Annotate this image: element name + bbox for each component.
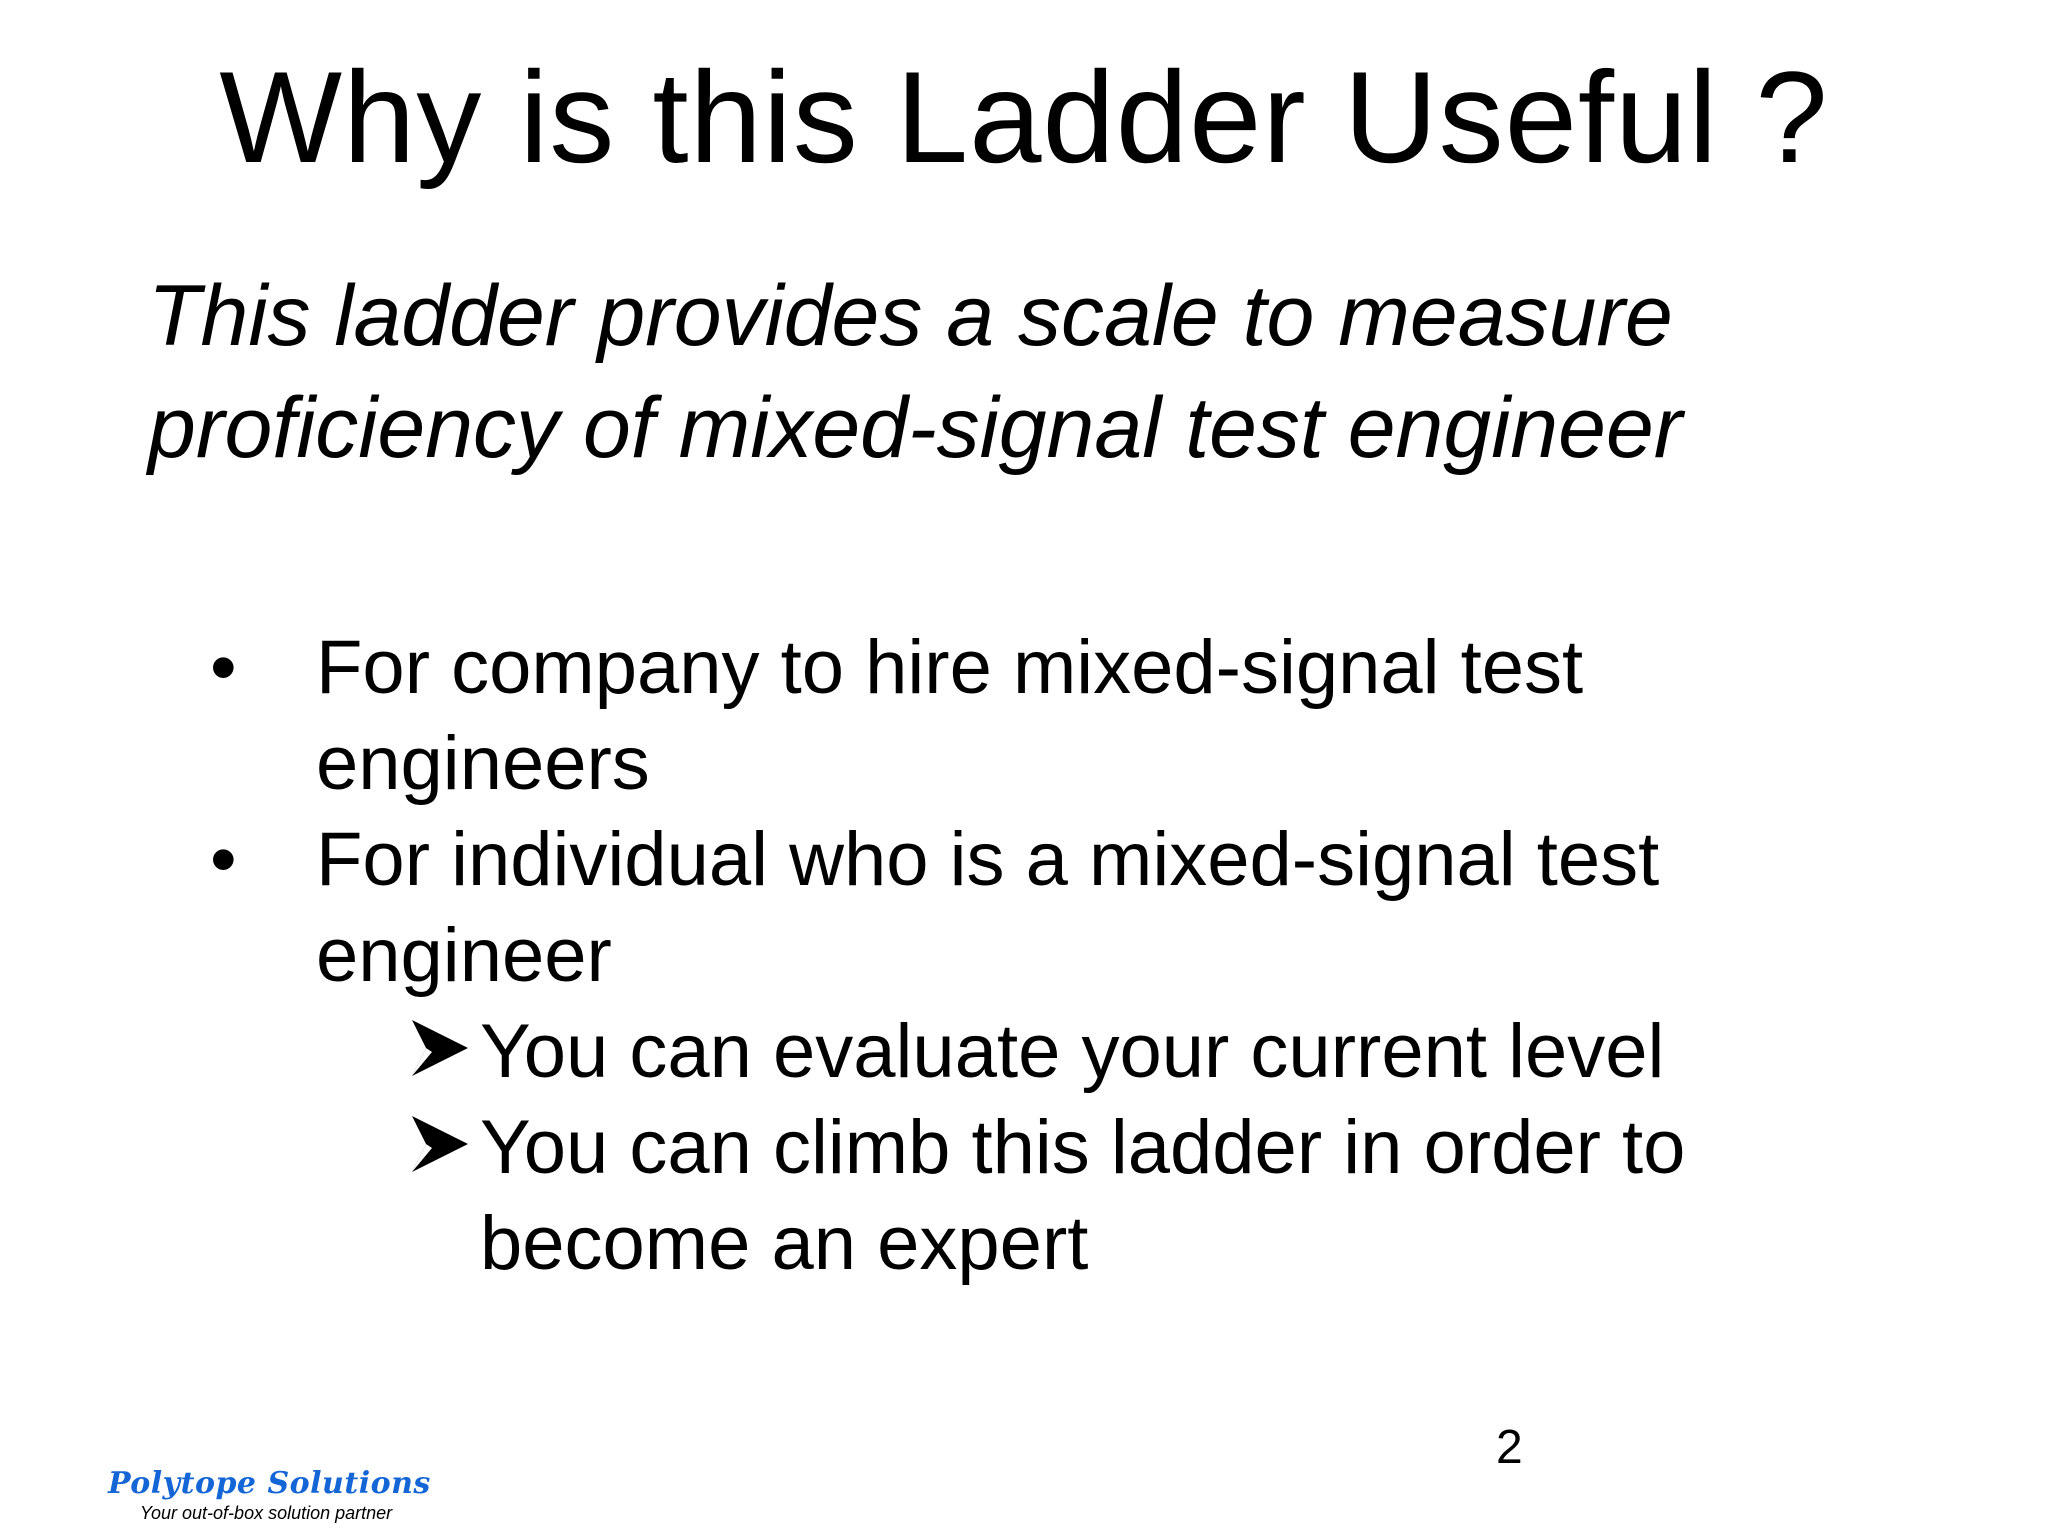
company-logo: [108, 1466, 431, 1532]
logo-tagline: Your out-of-box solution partner: [140, 1503, 393, 1523]
logo-name: Polytope Solutions: [108, 1466, 431, 1501]
page-number: 2: [1496, 1421, 1523, 1474]
bullet-text: [316, 620, 1776, 812]
subtitle-line: This ladder provides a scale to measure: [148, 268, 1673, 364]
sub-bullet-line: become an expert: [480, 1201, 1089, 1286]
subtitle-line: proficiency of mixed-signal test engineer: [148, 380, 1683, 476]
sub-bullet-line: You can climb this ladder in order to: [480, 1105, 1686, 1190]
sub-bullet-text: [480, 1004, 1880, 1100]
slide-title: Why is this Ladder Useful ?: [219, 44, 1829, 190]
bullet-dot-icon: •: [210, 817, 237, 902]
bullet-dot-icon: •: [210, 625, 237, 710]
bullet-line: engineers: [316, 721, 650, 806]
arrowhead-icon: [408, 1112, 472, 1176]
bullet-line: For individual who is a mixed-signal test: [316, 817, 1660, 902]
sub-bullet-line: You can evaluate your current level: [480, 1009, 1665, 1094]
arrowhead-icon: [408, 1016, 472, 1080]
slide-subtitle: [148, 260, 1908, 484]
bullet-text: [316, 812, 1776, 1004]
sub-bullet-text: [480, 1100, 1880, 1292]
bullet-line: engineer: [316, 913, 612, 998]
bullet-line: For company to hire mixed-signal test: [316, 625, 1584, 710]
